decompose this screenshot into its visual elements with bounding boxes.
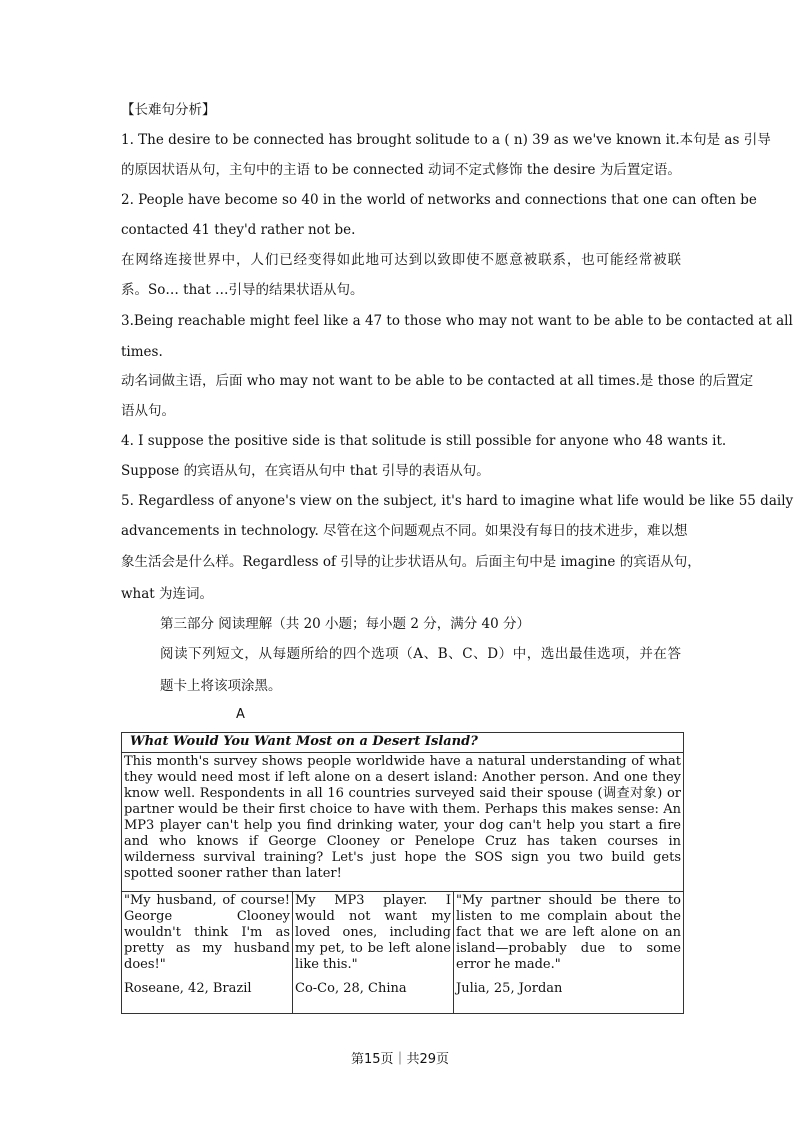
analysis-line: 动名词做主语，后面 who may not want to be able to be contacted at all times.是 those 的后置定 <box>121 373 754 389</box>
analysis-line: 5. Regardless of anyone's view on the subject, it's hard to imagine what life would be like 55 daily <box>121 493 794 509</box>
quote-cell <box>454 892 684 1014</box>
analysis-line: 4. I suppose the positive side is that solitude is still possible for anyone who 48 wants it. <box>121 433 727 449</box>
analysis-line: 3.Being reachable might feel like a 47 to those who may not want to be able to be contacted at all <box>121 313 793 329</box>
analysis-line: 1. The desire to be connected has brought solitude to a ( n) 39 as we've known it.本句是 as 引导 <box>121 132 771 148</box>
survey-title: What Would You Want Most on a Desert Island? <box>130 734 478 749</box>
analysis-line: times. <box>121 344 163 360</box>
section-title: 第三部分 阅读理解（共 20 小题；每小题 2 分，满分 40 分） <box>160 616 530 632</box>
analysis-line: 象生活会是什么样。Regardless of 引导的让步状语从句。后面主句中是 imagine 的宾语从句， <box>121 554 701 570</box>
section-instruction: 阅读下列短文，从每题所给的四个选项（A、B、C、D）中，选出最佳选项，并在答 <box>160 646 681 662</box>
analysis-line: advancements in technology. 尽管在这个问题观点不同。如果没有每日的技术进步，难以想 <box>121 523 688 539</box>
analysis-line: Suppose 的宾语从句，在宾语从句中 that 引导的表语从句。 <box>121 463 490 479</box>
page-footer: 第15页｜共29页 <box>350 1052 450 1067</box>
quote-text: My MP3 player. I would not want my loved ones, including my pet, to be left alone like this." <box>295 893 451 972</box>
analysis-line: 2. People have become so 40 in the world of networks and connections that one can often be <box>121 192 757 208</box>
analysis-line: 语从句。 <box>121 403 175 419</box>
survey-table <box>121 732 684 1014</box>
quote-author: Roseane, 42, Brazil <box>124 981 252 996</box>
section-instruction: 题卡上将该项涂黑。 <box>160 678 282 694</box>
passage-label: A <box>236 707 245 722</box>
analysis-line: 在网络连接世界中，人们已经变得如此地可达到以致即使不愿意被联系，也可能经常被联 <box>121 252 681 268</box>
quote-author: Co-Co, 28, China <box>295 981 407 996</box>
analysis-heading: 【长难句分析】 <box>121 102 216 118</box>
analysis-line: 的原因状语从句，主句中的主语 to be connected 动词不定式修饰 the desire 为后置定语。 <box>121 162 681 178</box>
quote-cell <box>122 892 293 1014</box>
analysis-line: what 为连词。 <box>121 586 214 602</box>
survey-title-cell <box>122 733 684 753</box>
quote-text: "My partner should be there to listen to me complain about the fact that we are left alone on an island—probably due to some error he made." <box>456 893 681 972</box>
analysis-line: contacted 41 they'd rather not be. <box>121 222 356 238</box>
survey-intro: This month's survey shows people worldwide have a natural understanding of what they would need most if left alone on a desert island: Another person. And one they know well. Respondents in all 16 countries surveyed said their spouse (调查对象) or partner would be their first choice to have with them. Perhaps this makes sense: An MP3 player can't help you find drinking water, your dog can't help you start a fire and who knows if George Clooney or Penelope Cruz has taken courses in wilderness survival training? Let's just hope the SOS sign you two build gets spotted sooner rather than later! <box>122 753 684 892</box>
quote-author: Julia, 25, Jordan <box>456 981 563 996</box>
quote-cell <box>293 892 454 1014</box>
quote-text: "My husband, of course! George Clooney wouldn't think I'm as pretty as my husband does!" <box>124 893 290 972</box>
analysis-line: 系。So… that …引导的结果状语从句。 <box>121 282 364 298</box>
